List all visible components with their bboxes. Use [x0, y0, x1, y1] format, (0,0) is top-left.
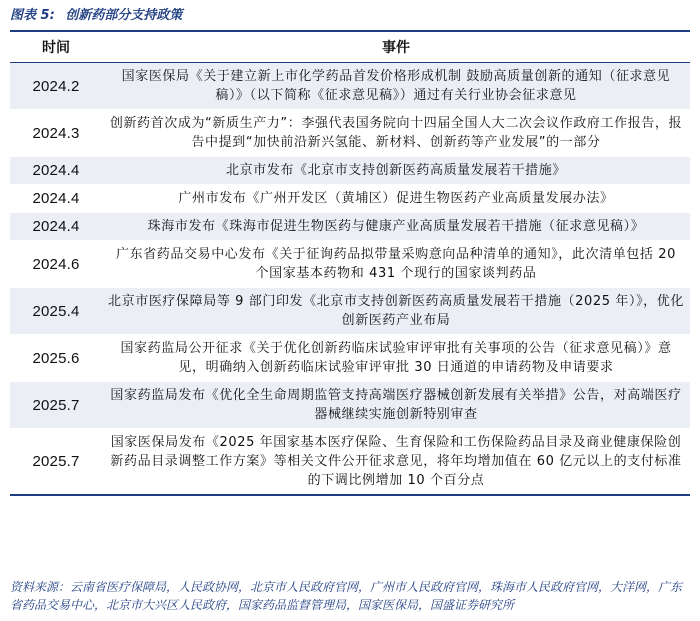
row-event: 珠海市发布《珠海市促进生物医药与健康产业高质量发展若干措施（征求意见稿）》	[102, 213, 690, 241]
table-row	[10, 288, 690, 335]
table-row	[10, 429, 690, 496]
table-row	[10, 382, 690, 429]
row-time: 2024.2	[10, 63, 102, 110]
row-time: 2024.3	[10, 110, 102, 157]
row-event: 广州市发布《广州开发区（黄埔区）促进生物医药产业高质量发展办法》	[102, 185, 690, 213]
header-time: 时间	[10, 31, 102, 63]
table-row	[10, 335, 690, 382]
figure-caption	[10, 4, 690, 28]
row-event: 国家药监局发布《优化全生命周期监管支持高端医疗器械创新发展有关举措》公告，对高端医疗器械继续实施创新特别审查	[102, 382, 690, 429]
figure-number: 图表 5:	[10, 8, 55, 23]
table-row	[10, 241, 690, 288]
policy-table	[10, 30, 690, 496]
row-event: 创新药首次成为“新质生产力”：李强代表国务院向十四届全国人大二次会议作政府工作报告，报告中提到“加快前沿新兴氢能、新材料、创新药等产业发展”的一部分	[102, 110, 690, 157]
table-row	[10, 185, 690, 213]
row-time: 2025.6	[10, 335, 102, 382]
policy-table-container	[10, 30, 690, 496]
row-event: 国家医保局发布《2025 年国家基本医疗保险、生育保险和工伤保险药品目录及商业健康保险创新药品目录调整工作方案》等相关文件公开征求意见，将年均增加值在 60 亿元以上的支付标准的下调比例增加 10 个百分点	[102, 429, 690, 496]
header-event: 事件	[102, 31, 690, 63]
row-time: 2024.6	[10, 241, 102, 288]
row-time: 2024.4	[10, 185, 102, 213]
table-row	[10, 63, 690, 110]
row-event: 广东省药品交易中心发布《关于征询药品拟带量采购意向品种清单的通知》，此次清单包括 20 个国家基本药物和 431 个现行的国家谈判药品	[102, 241, 690, 288]
table-row	[10, 110, 690, 157]
table-row	[10, 213, 690, 241]
row-event: 国家医保局《关于建立新上市化学药品首发价格形成机制 鼓励高质量创新的通知（征求意见稿）》（以下简称《征求意见稿》）通过有关行业协会征求意见	[102, 63, 690, 110]
row-time: 2024.4	[10, 157, 102, 185]
row-event: 北京市发布《北京市支持创新医药高质量发展若干措施》	[102, 157, 690, 185]
source-note: 资料来源：云南省医疗保障局，人民政协网，北京市人民政府官网，广州市人民政府官网，珠海市人民政府官网，大洋网，广东省药品交易中心，北京市大兴区人民政府，国家药品监督管理局，国家医保局，国盛证券研究所	[10, 580, 683, 612]
row-time: 2025.7	[10, 429, 102, 496]
figure-title: 创新药部分支持政策	[65, 8, 183, 23]
row-event: 北京市医疗保障局等 9 部门印发《北京市支持创新医药高质量发展若干措施（2025 年）》，优化创新医药产业布局	[102, 288, 690, 335]
row-time: 2025.7	[10, 382, 102, 429]
row-event: 国家药监局公开征求《关于优化创新药临床试验审评审批有关事项的公告（征求意见稿）》意见，明确纳入创新药临床试验审评审批 30 日通道的申请药物及申请要求	[102, 335, 690, 382]
row-time: 2025.4	[10, 288, 102, 335]
table-header-row	[10, 31, 690, 63]
table-row	[10, 157, 690, 185]
row-time: 2024.4	[10, 213, 102, 241]
